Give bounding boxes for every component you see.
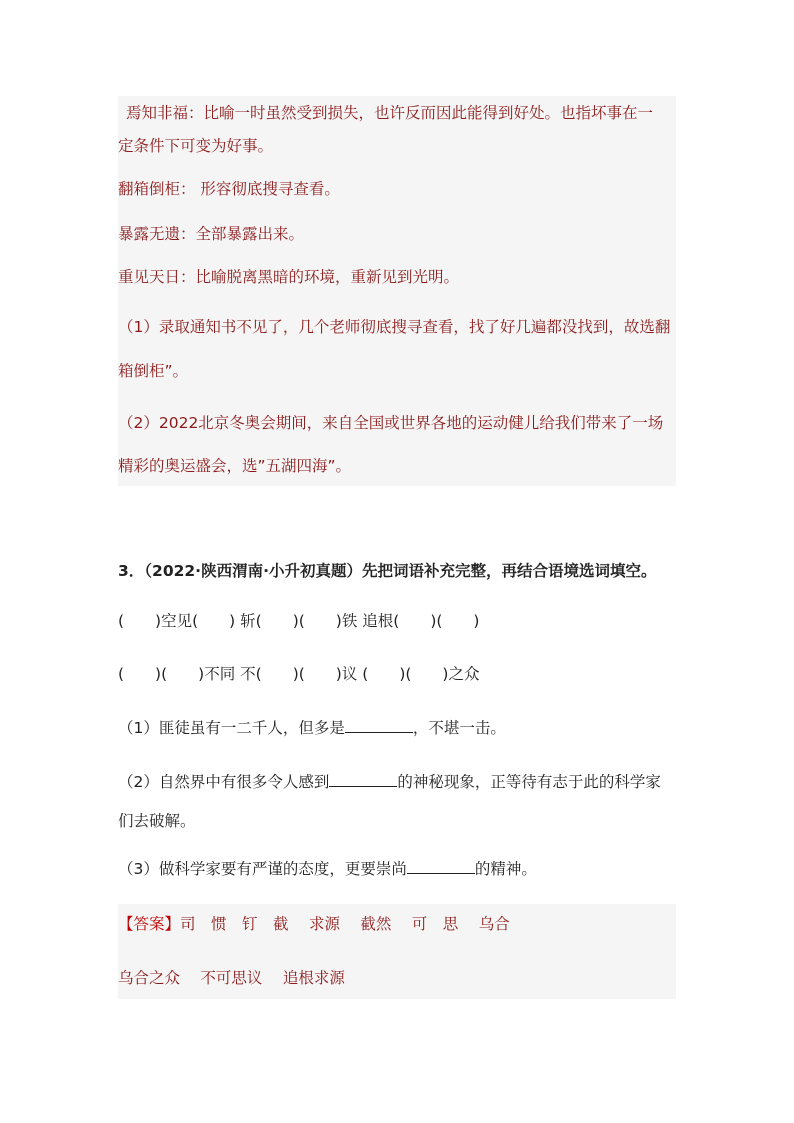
explanation-line: （2）2022北京冬奥会期间，来自全国或世界各地的运动健儿给我们带来了一场 <box>118 414 664 432</box>
fill-item: ( )( )不同 <box>118 665 236 683</box>
answer-blank[interactable] <box>329 772 397 787</box>
fill-item: 不( )( )议 <box>240 665 358 683</box>
fill-row-2 <box>118 664 678 684</box>
explanation-line: 箱倒柜”。 <box>118 362 189 380</box>
question-number: 3． <box>118 562 145 580</box>
explanation-line: 暴露无遗：全部暴露出来。 <box>118 225 305 243</box>
sentence-3 <box>118 859 537 879</box>
answer-text: 司 惯 钉 截 求源 截然 可 思 乌合 <box>180 915 510 933</box>
sentence-text: ，不堪一击。 <box>412 719 506 737</box>
answer-blank[interactable] <box>345 718 413 733</box>
question-title: （2022·陕西渭南·小升初真题）先把词语补充完整，再结合语境选词填空。 <box>144 562 657 580</box>
sentence-text: 的神秘现象，正等待有志于此的科学家 <box>397 773 661 791</box>
fill-row-1 <box>118 611 678 631</box>
explanation-line: （1）录取通知书不见了，几个老师彻底搜寻查看，找了好几遍都没找到，故选翻 <box>118 318 671 336</box>
answer-blank[interactable] <box>407 859 475 874</box>
sentence-2 <box>118 772 661 792</box>
fill-item: ( )空见( ) <box>118 612 236 630</box>
explanation-line: 定条件下可变为好事。 <box>118 137 274 155</box>
explanation-line: 重见天日：比喻脱离黑暗的环境，重新见到光明。 <box>118 268 460 286</box>
sentence-text: （1）匪徒虽有一二千人，但多是 <box>118 719 345 737</box>
sentence-1 <box>118 718 506 738</box>
sentence-2-cont: 们去破解。 <box>118 812 196 830</box>
explanation-line: 翻箱倒柜： 形容彻底搜寻查看。 <box>118 180 340 198</box>
answer-line-2: 乌合之众 不可思议 追根求源 <box>118 969 345 987</box>
sentence-text: 的精神。 <box>474 860 537 878</box>
sentence-text: （3）做科学家要有严谨的态度，更要崇尚 <box>118 860 407 878</box>
fill-item: 追根( )( ) <box>362 612 480 630</box>
sentence-text: （2）自然界中有很多令人感到 <box>118 773 330 791</box>
explanation-line: 精彩的奥运盛会，选”五湖四海”。 <box>118 457 352 475</box>
explanation-line: 焉知非福：比喻一时虽然受到损失，也许反而因此能得到好处。也指坏事在一 <box>126 104 654 122</box>
answer-label: 【答案】 <box>118 915 181 933</box>
fill-item: ( )( )之众 <box>362 665 480 683</box>
question-heading <box>118 561 656 581</box>
fill-item: 斩( )( )铁 <box>240 612 358 630</box>
answer-line-1 <box>118 914 510 934</box>
